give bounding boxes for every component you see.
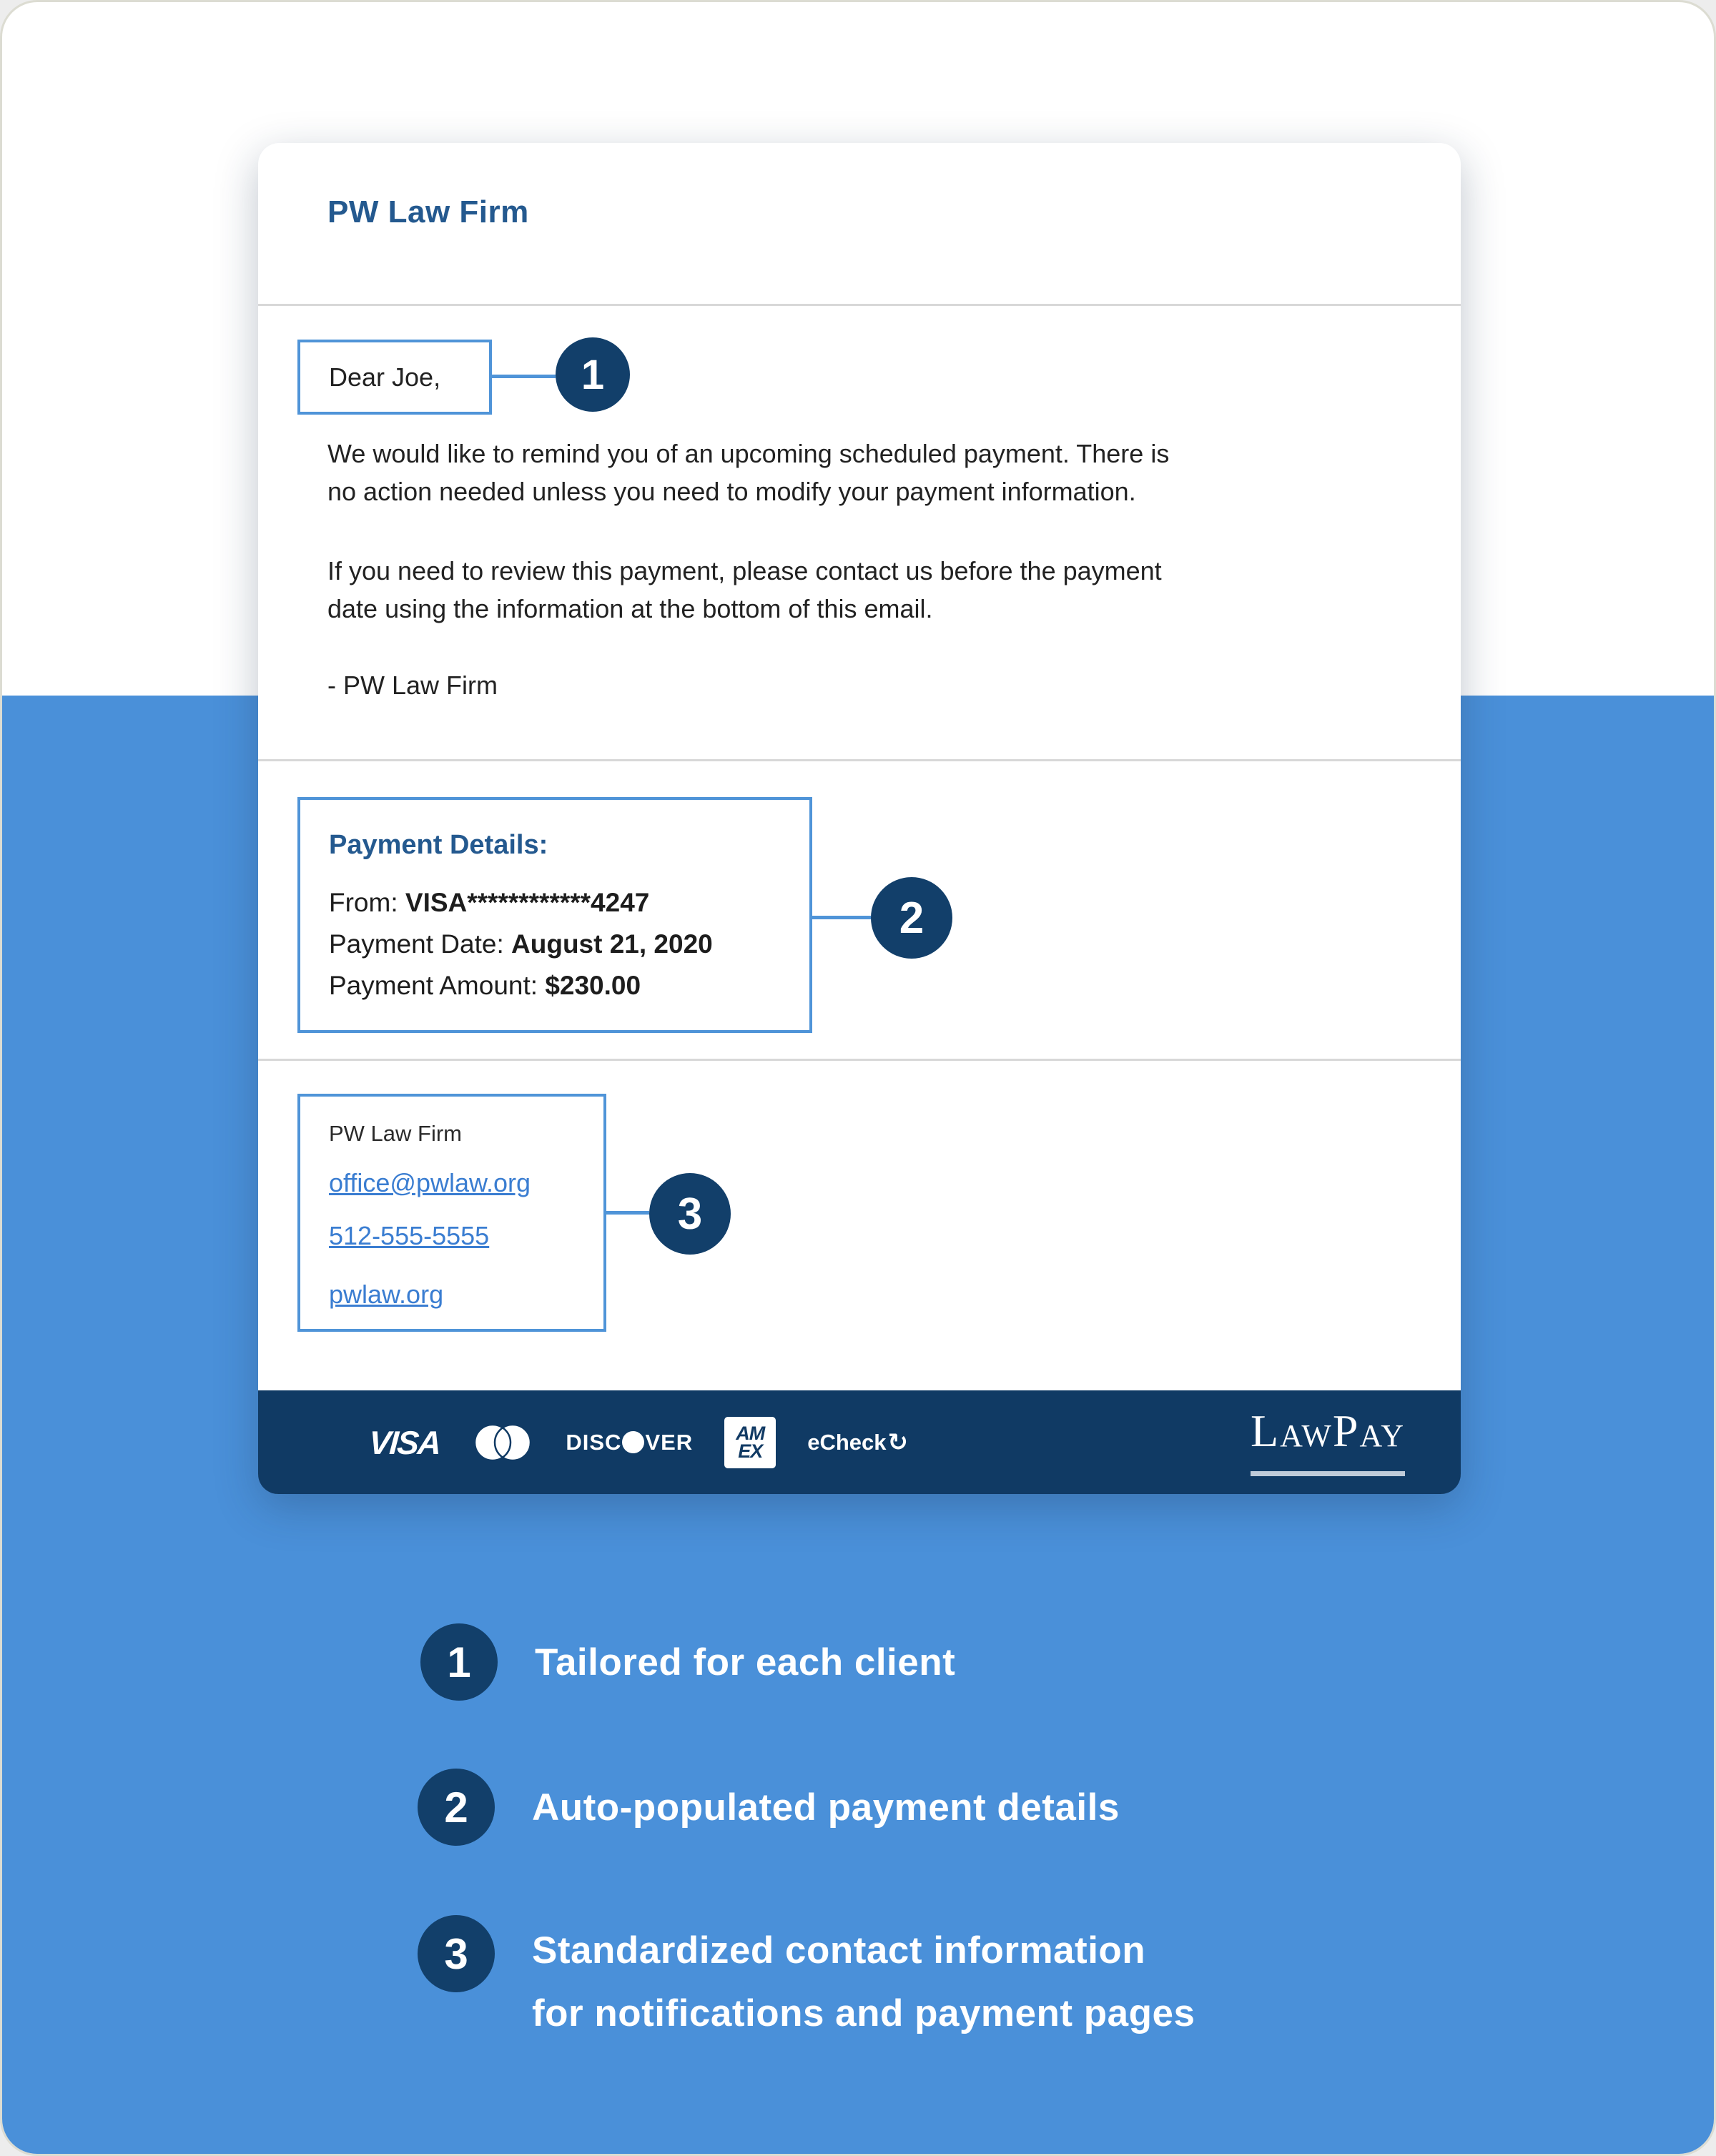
- body-paragraph-2: If you need to review this payment, please contact us before the payment date using the information at the bottom of this email.: [327, 556, 1162, 623]
- mastercard-logo: [471, 1423, 534, 1463]
- legend-label-3: Standardized contact information for notifications and payment pages: [532, 1929, 1195, 2034]
- email-signature: - PW Law Firm: [327, 671, 498, 700]
- payment-date-value: August 21, 2020: [511, 929, 713, 959]
- payment-date-row: Payment Date: August 21, 2020: [329, 929, 713, 959]
- body-paragraph-1: We would like to remind you of an upcoming scheduled payment. There is no action needed unless you need to modify your payment information.: [327, 439, 1170, 506]
- echeck-logo: eCheck ↻: [807, 1428, 908, 1457]
- contact-info-box: [297, 1094, 606, 1332]
- legend-marker-2: 2: [418, 1769, 495, 1846]
- payment-amount-row: Payment Amount: $230.00: [329, 971, 641, 1000]
- callout-connector-1: [492, 375, 556, 378]
- legend-item-2: [418, 1769, 1120, 1846]
- discover-logo: DISC VER: [566, 1429, 694, 1455]
- callout-marker-2-number: 2: [899, 893, 924, 943]
- callout-marker-3-number: 3: [677, 1189, 703, 1239]
- payment-from-row: From: VISA************4247: [329, 888, 650, 917]
- legend-label-2: Auto-populated payment details: [532, 1786, 1120, 1829]
- callout-marker-1: [556, 337, 630, 412]
- callout-connector-2: [812, 916, 871, 919]
- callout-marker-2: [871, 877, 952, 959]
- section-divider-2: [258, 1059, 1461, 1061]
- contact-website-link[interactable]: pwlaw.org: [329, 1280, 444, 1309]
- contact-email-link[interactable]: office@pwlaw.org: [329, 1168, 531, 1197]
- payment-amount-value: $230.00: [545, 971, 641, 1000]
- greeting-text: Dear Joe,: [329, 362, 441, 392]
- discover-o-dot: [622, 1431, 644, 1453]
- callout-marker-1-number: 1: [581, 351, 605, 398]
- email-header-title: PW Law Firm: [327, 194, 529, 229]
- amex-logo: AM EX: [724, 1417, 776, 1468]
- email-card: [258, 143, 1461, 1494]
- lawpay-logo: LAWPAY: [1251, 1409, 1405, 1476]
- echeck-cycle-icon: ↻: [887, 1428, 908, 1457]
- legend-marker-3: 3: [418, 1915, 495, 1992]
- header-divider: [258, 304, 1461, 306]
- greeting-highlight-box: [297, 340, 492, 415]
- legend-label-1: Tailored for each client: [535, 1641, 956, 1683]
- visa-logo: VISA: [368, 1423, 442, 1461]
- payment-from-value: VISA************4247: [405, 888, 650, 917]
- contact-phone-link[interactable]: 512-555-5555: [329, 1221, 490, 1250]
- email-footer-bar: [258, 1390, 1461, 1494]
- payment-details-title: Payment Details:: [329, 830, 548, 860]
- payment-details-box: [297, 797, 812, 1033]
- callout-connector-3: [606, 1211, 649, 1215]
- section-divider-1: [258, 759, 1461, 761]
- legend-item-3: [418, 1915, 1195, 2045]
- contact-firm-name: PW Law Firm: [329, 1121, 462, 1146]
- callout-marker-3: [649, 1173, 731, 1255]
- legend-marker-1: 1: [420, 1623, 498, 1701]
- legend-item-1: [420, 1623, 955, 1701]
- payment-details-rows: [329, 882, 809, 1007]
